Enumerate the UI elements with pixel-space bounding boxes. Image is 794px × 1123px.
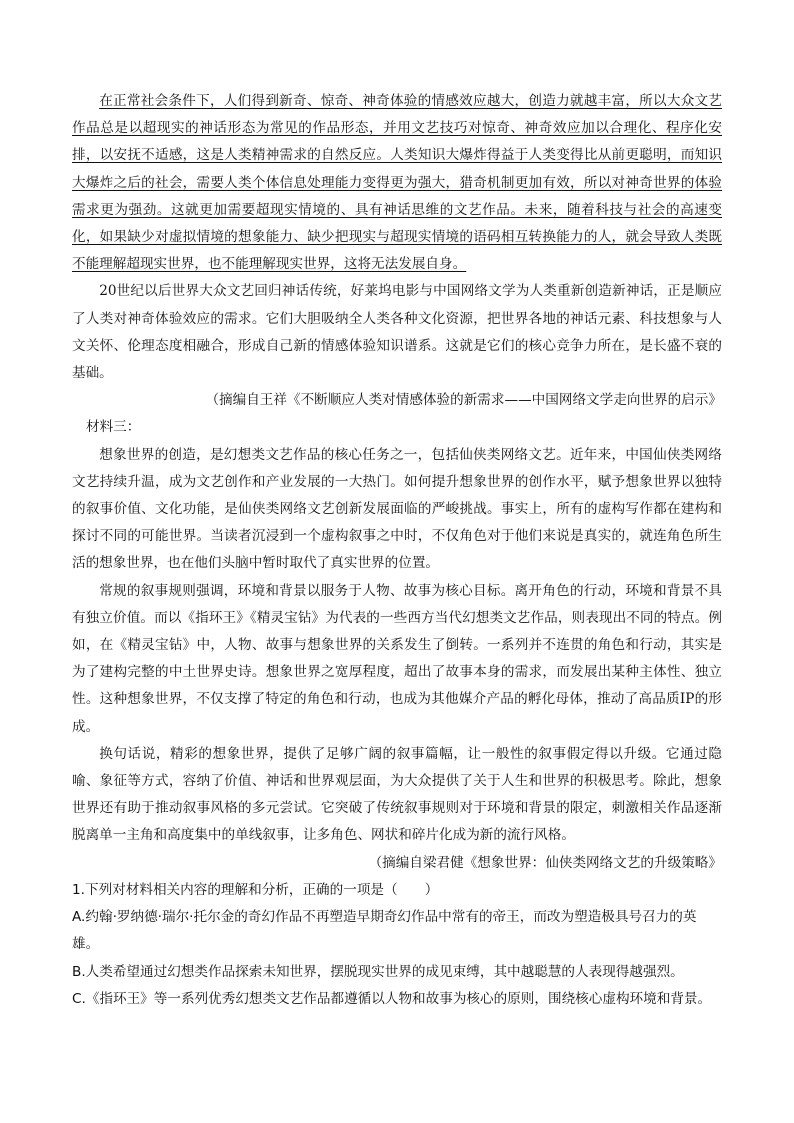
question-1-option-b: B.人类希望通过幻想类作品探索未知世界，摆脱现实世界的成见束缚，其中越聪慧的人表现得越强烈。: [72, 963, 684, 980]
material3-paragraph-3: 换句话说，精彩的想象世界，提供了足够广阔的叙事篇幅，让一般性的叙事假定得以升级。它通过隐喻、象征等方式，容纳了价值、神话和世界观层面，为大众提供了关于人生和世界的积极思考。除此，想象世界还有助于推动叙事风格的多元尝试。它突破了传统叙事规则对于环境和背景的限定，刺激相关作品逐渐脱离单一主角和高度集中的单线叙事，让多角色、网状和碎片化成为新的流行风格。: [72, 745, 722, 844]
material2-paragraph-1: 在正常社会条件下，人们得到新奇、惊奇、神奇体验的情感效应越大，创造力就越丰富，所以大众文艺作品总是以超现实的神话形态为常见的作品形态，并用文艺技巧对惊奇、神奇效应加以合理化、程序化安排，以安抚不适感，这是人类精神需求的自然反应。人类知识大爆炸得益于人类变得比从前更聪明，而知识大爆炸之后的社会，需要人类个体信息处理能力变得更为强大，猎奇机制更加有效，所以对神奇世界的体验需求更为强劲。这就更加需要超现实情境的、具有神话思维的文艺作品。未来，随着科技与社会的高速变化，如果缺少对虚拟情境的想象能力、缺少把现实与超现实情境的语码相互转换能力的人，就会导致人类既不能理解超现实世界，也不能理解现实世界，这将无法发展自身。: [72, 93, 722, 273]
material3-paragraph-1: 想象世界的创造，是幻想类文艺作品的核心任务之一，包括仙侠类网络文艺。近年来，中国仙侠类网络文艺持续升温，成为文艺创作和产业发展的一大热门。如何提升想象世界的创作水平，赋予想象世界以独特的叙事价值、文化功能，是仙侠类网络文艺创新发展面临的严峻挑战。事实上，所有的虚构写作都在建构和探讨不同的可能世界。当读者沉浸到一个虚构叙事之中时，不仅角色对于他们来说是真实的，就连角色所生活的想象世界，也在他们头脑中暂时取代了真实世界的位置。: [72, 446, 722, 572]
question-1-option-a: A.约翰·罗纳德·瑞尔·托尔金的奇幻作品不再塑造早期奇幻作品中常有的帝王，而改为塑造极具号召力的英雄。: [72, 909, 697, 953]
material2-paragraph-2: 20世纪以后世界大众文艺回归神话传统，好莱坞电影与中国网络文学为人类重新创造新神话，正是顺应了人类对神奇体验效应的需求。它们大胆吸纳全人类各种文化资源，把世界各地的神话元素、科技想象与人文关怀、伦理态度相融合，形成自己新的情感体验知识谱系。这就是它们的核心竞争力所在，是长盛不衰的基础。: [72, 283, 722, 382]
question-1-stem: 1.下列对材料相关内容的理解和分析，正确的一项是（ ）: [72, 881, 439, 898]
material3-source: （摘编自梁君健《想象世界：仙侠类网络文艺的升级策略》: [368, 854, 722, 871]
material2-source: （摘编自王祥《不断顺应人类对情感体验的新需求——中国网络文学走向世界的启示》: [205, 392, 722, 409]
material3-paragraph-2: 常规的叙事规则强调，环境和背景以服务于人物、故事为核心目标。离开角色的行动，环境和背景不具有独立价值。而以《指环王》《精灵宝钻》为代表的一些西方当代幻想类文艺作品，则表现出不同的特点。例如，在《精灵宝钻》中，人物、故事与想象世界的关系发生了倒转。一系列并不连贯的角色和行动，其实是为了建构完整的中土世界史诗。想象世界之宽厚程度，超出了故事本身的需求，而发展出某种主体性、独立性。这种想象世界，不仅支撑了特定的角色和行动，也成为其他媒介产品的孵化母体，推动了高品质IP的形成。: [72, 582, 722, 735]
material3-heading: 材料三：: [86, 419, 141, 436]
question-1-option-c: C.《指环王》等一系列优秀幻想类文艺作品都遵循以人物和故事为核心的原则，围绕核心虚构环境和背景。: [72, 990, 712, 1007]
